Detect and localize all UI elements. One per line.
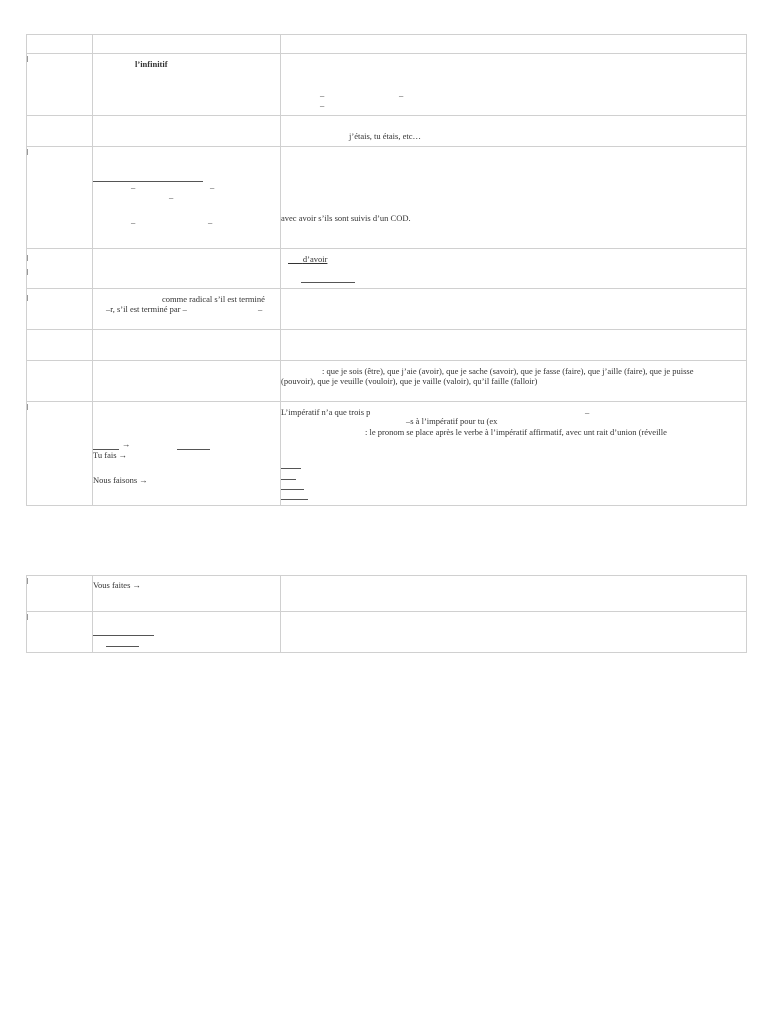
table-row-header xyxy=(27,35,746,54)
dash-mark: – xyxy=(210,182,215,192)
imparfait-example: j’étais, tu étais, etc… xyxy=(349,131,421,141)
cell xyxy=(281,361,746,401)
table-row xyxy=(27,361,746,402)
cell xyxy=(281,289,746,329)
answer-line xyxy=(93,635,154,636)
answer-line xyxy=(301,282,355,283)
cell xyxy=(93,402,281,505)
table-row xyxy=(27,612,746,653)
cell xyxy=(93,54,281,115)
cell xyxy=(27,54,93,115)
subjonctif-irregulars-2: (pouvoir), que je veuille (vouloir), que je vaille (valoir), qu’il faille (falloir) xyxy=(281,376,538,386)
cell xyxy=(281,249,746,288)
cell xyxy=(93,249,281,288)
conjugation-table-continued xyxy=(26,575,747,653)
cell xyxy=(93,35,281,53)
dash-mark: – xyxy=(585,407,590,417)
cell xyxy=(27,402,93,505)
radical-rule-2: –r, s’il est terminé par – xyxy=(106,304,187,314)
cell xyxy=(27,576,93,611)
table-row xyxy=(27,116,746,147)
vous-faites-example: Vous faites → xyxy=(93,580,142,590)
agreement-rule: avec avoir s’ils sont suivis d’un COD. xyxy=(281,213,411,223)
table-row xyxy=(27,147,746,249)
arrow: → xyxy=(122,439,131,449)
cell xyxy=(281,116,746,146)
dash-mark: – xyxy=(320,100,325,110)
table-row xyxy=(27,249,746,289)
cell xyxy=(93,116,281,146)
dash-mark: – xyxy=(131,217,136,227)
imperatif-rule: L’impératif n’a que trois p xyxy=(281,407,371,417)
cell xyxy=(93,147,281,248)
dash-mark: – xyxy=(169,192,174,202)
dash-mark: – xyxy=(258,304,263,314)
infinitive-label: l’infinitif xyxy=(135,59,168,69)
cell xyxy=(281,330,746,360)
cell xyxy=(27,330,93,360)
answer-line xyxy=(106,646,139,647)
cell xyxy=(93,289,281,329)
dash-mark: – xyxy=(399,90,404,100)
answer-line xyxy=(281,468,301,469)
cell xyxy=(281,35,746,53)
subjonctif-irregulars: : que je sois (être), que j’aie (avoir), que je sache (savoir), que je fasse (faire), que j’aille (faire), que je puisse xyxy=(322,366,694,376)
cell xyxy=(281,54,746,115)
cell xyxy=(281,402,746,505)
cell xyxy=(281,612,746,652)
avoir-underlined: d’avoir xyxy=(302,254,328,264)
cell xyxy=(281,576,746,611)
table-row xyxy=(27,54,746,116)
imperatif-rule-3: : le pronom se place après le verbe à l’impératif affirmatif, avec unt rait d’union (réveille xyxy=(365,427,667,437)
conjugation-table xyxy=(26,34,747,506)
cell xyxy=(93,576,281,611)
cell xyxy=(27,249,93,288)
answer-line xyxy=(93,181,203,182)
dash-mark: – xyxy=(208,217,213,227)
radical-rule: comme radical s’il est terminé xyxy=(162,294,265,304)
dash-mark: – xyxy=(320,90,325,100)
answer-line xyxy=(281,489,304,490)
imperatif-rule-2: –s à l’impératif pour tu (ex xyxy=(406,416,498,426)
cell xyxy=(93,361,281,401)
answer-line xyxy=(281,479,296,480)
cell xyxy=(93,612,281,652)
cell xyxy=(27,289,93,329)
answer-line xyxy=(177,449,210,450)
cell xyxy=(27,147,93,248)
cell xyxy=(27,116,93,146)
tu-fais-example: Tu fais → xyxy=(93,450,128,460)
table-row xyxy=(27,330,746,361)
table-row xyxy=(27,289,746,330)
nous-faisons-example: Nous faisons → xyxy=(93,475,148,485)
dash-mark: – xyxy=(131,182,136,192)
cell xyxy=(281,147,746,248)
table-row xyxy=(27,402,746,506)
table-row xyxy=(27,576,746,612)
cell xyxy=(27,612,93,652)
cell xyxy=(27,35,93,53)
answer-line xyxy=(281,499,308,500)
cell xyxy=(93,330,281,360)
cell xyxy=(27,361,93,401)
